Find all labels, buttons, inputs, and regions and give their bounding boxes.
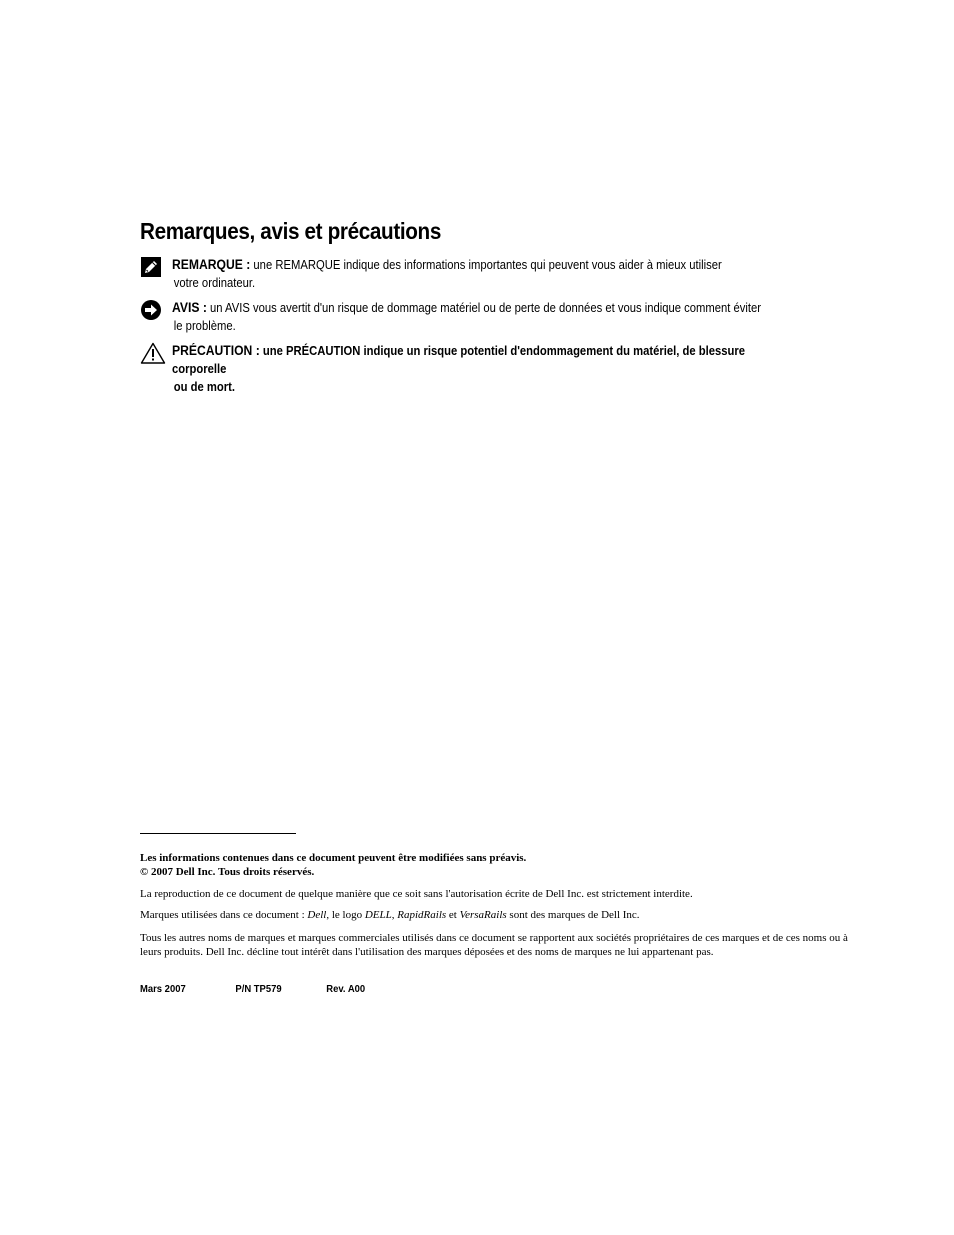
trademark-dell: Dell <box>307 909 327 921</box>
notice-arrow-icon <box>140 299 162 326</box>
footer-revision: Rev. A00 <box>326 983 366 995</box>
legal-trademarks <box>140 908 860 922</box>
trademarks-mid: , le logo <box>326 909 365 921</box>
note-text-line1: une REMARQUE indique des informations importantes qui peuvent vous aider à mieux utiliser <box>250 258 722 272</box>
legal-disclaimer <box>140 851 860 879</box>
trademark-rapidrails: RapidRails <box>397 909 447 921</box>
note-text-line2: votre ordinateur. <box>173 276 256 290</box>
legal-reproduction: La reproduction de ce document de quelque manière que ce soit sans l'autorisation écrite de Dell Inc. est strictement interdite. <box>140 888 693 900</box>
note-label: REMARQUE : <box>172 257 251 272</box>
caution-label: PRÉCAUTION : <box>172 343 260 358</box>
legal-line-changes: Les informations contenues dans ce document peuvent être modifiées sans préavis. <box>140 852 527 864</box>
divider-rule <box>140 833 296 834</box>
trademark-dell-logo: DELL <box>364 909 392 921</box>
trademarks-prefix: Marques utilisées dans ce document : <box>140 909 308 921</box>
note-pencil-icon <box>140 256 162 283</box>
footer-part-number: P/N TP579 <box>235 983 282 995</box>
avis-text-line2: le problème. <box>173 319 236 333</box>
trademarks-sep: , <box>391 909 398 921</box>
trademarks-suffix: sont des marques de Dell Inc. <box>506 909 640 921</box>
trademarks-and: et <box>446 909 460 921</box>
footer-date: Mars 2007 <box>140 983 186 995</box>
trademark-versarails: VersaRails <box>459 909 507 921</box>
legal-copyright: © 2007 Dell Inc. Tous droits réservés. <box>140 866 315 878</box>
caution-text-line1: une PRÉCAUTION indique un risque potentiel d'endommagement du matériel, de blessure corporelle <box>172 344 746 376</box>
legal-other-marks: Tous les autres noms de marques et marques commerciales utilisés dans ce document se rapportent aux sociétés propriétaires de ces marques et de ces noms ou à leurs produits. Dell Inc. décline tout intérêt dans l'utilisation des marques déposées et des noms de marques ne lui appartenant pas. <box>140 932 848 958</box>
avis-text-line1: un AVIS vous avertit d'un risque de dommage matériel ou de perte de données et vous indique comment éviter <box>206 301 762 315</box>
page-title: Remarques, avis et précautions <box>140 218 441 244</box>
caution-triangle-icon <box>140 342 166 369</box>
avis-label: AVIS : <box>172 300 207 315</box>
caution-text-line2: ou de mort. <box>173 380 236 394</box>
